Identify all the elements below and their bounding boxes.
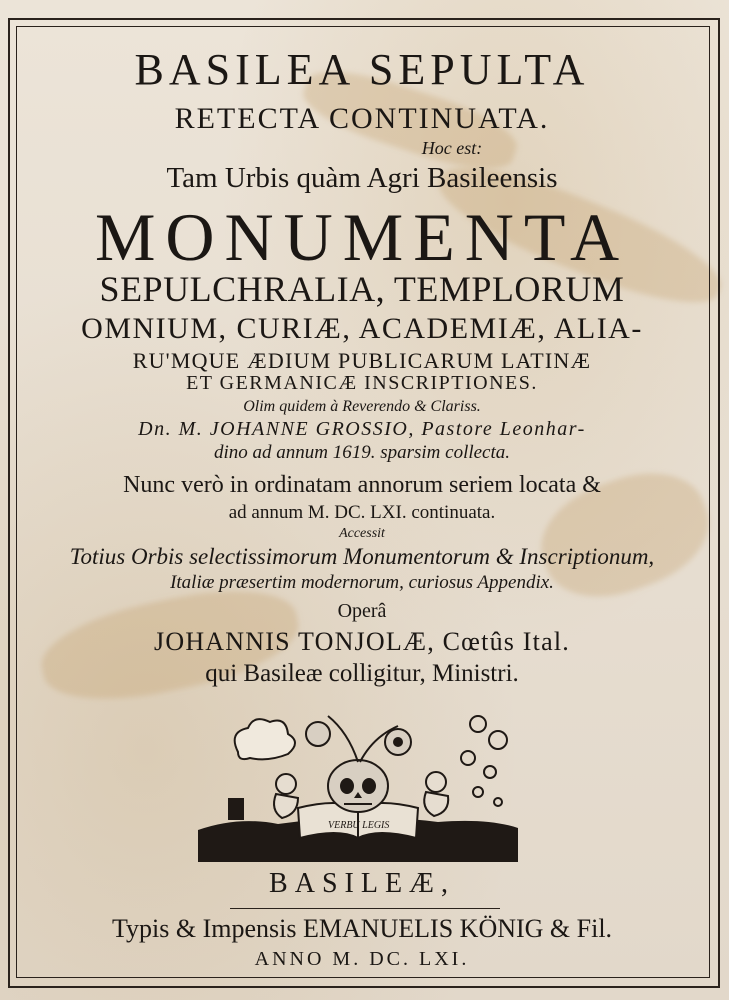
omnium-line: OMNIUM, CURIÆ, ACADEMIÆ, ALIA- — [81, 312, 643, 345]
hoc-est-line: Hoc est: — [421, 138, 483, 158]
nunc-line-2: ad annum M. DC. LXI. continuata. — [228, 502, 496, 523]
opera-line: Operâ — [337, 600, 387, 622]
olim-line: Olim quidem à Reverendo & Clariss. — [243, 398, 481, 415]
vanitas-skull-emblem-icon — [198, 712, 518, 862]
book-title: BASILEA SEPULTA — [134, 45, 590, 94]
accessit-line: Accessit — [339, 526, 385, 541]
editor-name-line: JOHANNIS TONJOLÆ, Cœtûs Ital. — [154, 627, 570, 656]
germanicae-line: ET GERMANICÆ INSCRIPTIONES. — [186, 372, 538, 394]
title-page-content — [20, 30, 704, 972]
imprint-year: ANNO M. DC. LXI. — [254, 948, 470, 970]
tam-urbis-line: Tam Urbis quàm Agri Basileensis — [166, 162, 558, 194]
italiae-line: Italiæ præsertim modernorum, curiosus Appendix. — [170, 572, 554, 593]
book-inscription: VERBU LEGIS — [328, 820, 390, 831]
author-line: Dn. M. JOHANNE GROSSIO, Pastore Leonhar- — [138, 418, 586, 440]
monumenta-heading: MONUMENTA — [94, 199, 630, 275]
sepulchralia-line: SEPULCHRALIA, TEMPLORUM — [99, 269, 625, 309]
totius-line: Totius Orbis selectissimorum Monumentorum & Inscriptionum, — [69, 544, 655, 569]
imprint-rule — [230, 908, 500, 909]
book-subtitle: RETECTA CONTINUATA. — [174, 102, 550, 135]
rumque-line: RU'MQUE ÆDIUM PUBLICARUM LATINÆ — [132, 348, 592, 373]
collecta-line: dino ad annum 1619. sparsim collecta. — [213, 442, 511, 463]
imprint-printer: Typis & Impensis EMANUELIS KÖNIG & Fil. — [111, 914, 613, 943]
ministri-line: qui Basileæ colligitur, Ministri. — [205, 660, 519, 687]
nunc-line-1: Nunc verò in ordinatam annorum seriem locata & — [123, 472, 601, 498]
imprint-place: BASILEÆ, — [269, 868, 455, 899]
